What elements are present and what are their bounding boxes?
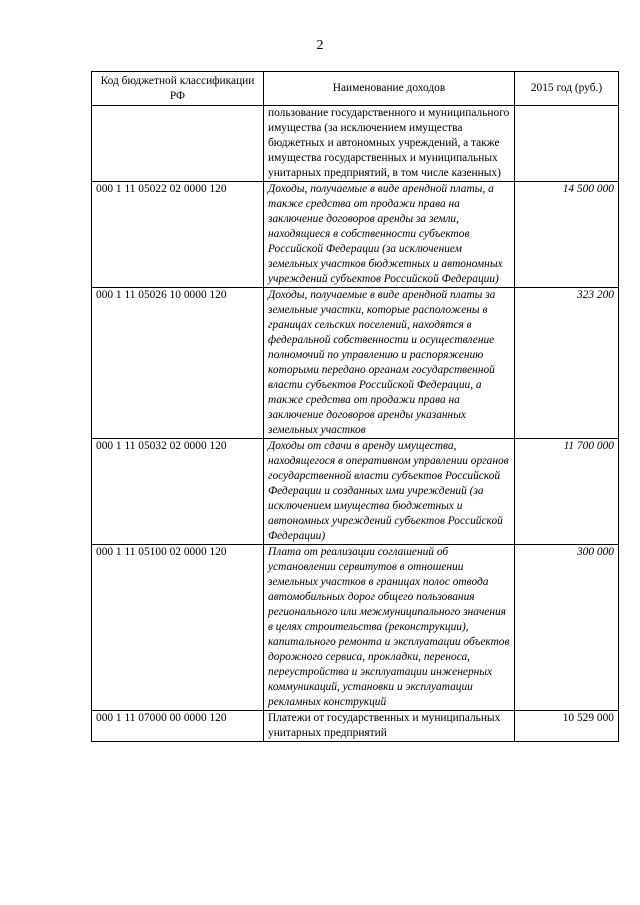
table-header-row: [92, 72, 619, 106]
row-name: Доходы, получаемые в виде арендной платы, а также средства от продажи права на заключение договоров аренды за земли, находящиеся в собственности субъектов Российской Федерации (за исключением земельных участков бюджетных и автономных учреждений субъектов Российской Федерации): [264, 182, 515, 288]
table-row: [92, 439, 619, 545]
table-row: [92, 711, 619, 742]
row-amount: 11 700 000: [515, 439, 619, 545]
header-amount: 2015 год (руб.): [515, 72, 619, 106]
row-name: Доходы от сдачи в аренду имущества, находящегося в оперативном управлении органов государственной власти субъектов Российской Федерации и созданных ими учреждений (за исключением имущества бюджетных и автономных учреждений субъектов Российской Федерации): [264, 439, 515, 545]
table-row: [92, 182, 619, 288]
row-amount: 323 200: [515, 288, 619, 439]
row-name: Доходы, получаемые в виде арендной платы за земельные участки, которые расположены в границах сельских поселений, находятся в федеральной собственности и осуществление полномочий по управлению и распоряжению которыми передано органам государственной власти субъектов Российской Федерации, а также средства от продажи права на заключение договоров аренды указанных земельных участков: [264, 288, 515, 439]
row-name: Плата от реализации соглашений об установлении сервитутов в отношении земельных участков в границах полос отвода автомобильных дорог общего пользования регионального или межмуниципального значения в целях строительства (реконструкции), капитального ремонта и эксплуатации объектов дорожного сервиса, прокладки, переноса, переустройства и эксплуатации инженерных коммуникаций, установки и эксплуатации рекламных конструкций: [264, 545, 515, 711]
row-name: Платежи от государственных и муниципальных унитарных предприятий: [264, 711, 515, 742]
header-name: Наименование доходов: [264, 72, 515, 106]
revenue-table: [91, 71, 619, 742]
header-code: Код бюджетной классификации РФ: [92, 72, 264, 106]
table-row: [92, 106, 619, 182]
row-amount: 14 500 000: [515, 182, 619, 288]
page-number: 2: [316, 38, 324, 53]
row-amount: [515, 106, 619, 182]
row-name: пользование государственного и муниципального имущества (за исключением имущества бюджетных и автономных учреждений, а также имущества государственных и муниципальных унитарных предприятий, в том числе казенных): [264, 106, 515, 182]
row-code: 000 1 11 05026 10 0000 120: [92, 288, 264, 439]
table-row: [92, 288, 619, 439]
row-amount: 10 529 000: [515, 711, 619, 742]
table-row: [92, 545, 619, 711]
row-code: 000 1 11 05032 02 0000 120: [92, 439, 264, 545]
row-code: [92, 106, 264, 182]
row-code: 000 1 11 05022 02 0000 120: [92, 182, 264, 288]
row-amount: 300 000: [515, 545, 619, 711]
row-code: 000 1 11 05100 02 0000 120: [92, 545, 264, 711]
row-code: 000 1 11 07000 00 0000 120: [92, 711, 264, 742]
